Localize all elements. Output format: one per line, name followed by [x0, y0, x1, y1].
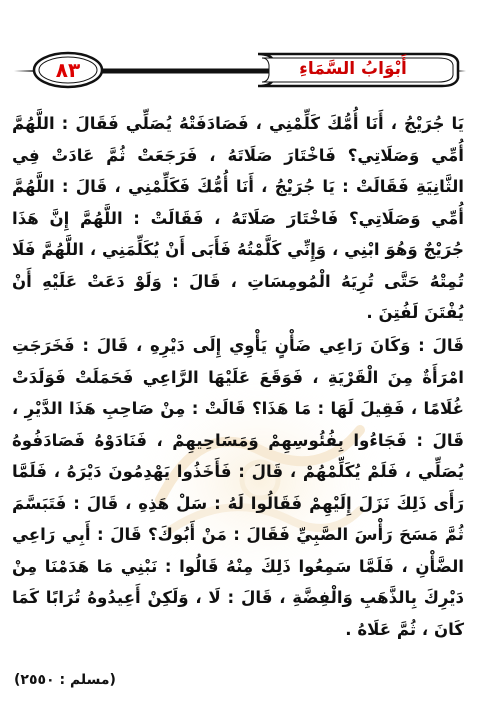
- page-number: ٨٣: [55, 58, 81, 82]
- paragraph-1-text: يَا جُرَيْجُ ، أَنَا أُمُّكَ كَلِّمْنِي ، فَصَادَفَتْهُ يُصَلِّي فَقَالَ : اللَّهُمَّ أُمِّي وَصَلَاتِي؟ فَاخْتَارَ صَلَاتَهُ ، فَرَجَعَتْ ثُمَّ عَادَتْ فِي الثَّانِيَةِ فَقَالَتْ : يَا جُرَيْجُ ، أَنَا أُمُّكَ فَكَلِّمْنِي ، قَالَ : اللَّهُمَّ أُمِّي وَصَلَاتِي؟ فَاخْتَارَ صَلَاتَهُ ، فَقَالَتْ : اللَّهُمَّ إِنَّ هَذَا جُرَيْجٌ وَهُوَ ابْنِي ، وَإِنِّي كَلَّمْتُهُ فَأَبَى أَنْ يُكَلِّمَنِي ، اللَّهُمَّ فَلَا تُمِتْهُ حَتَّى تُرِيَهُ الْمُومِسَاتِ ، قَالَ : وَلَوْ دَعَتْ عَلَيْهِ أَنْ يُفْتَنَ لَفُتِنَ .: [12, 114, 464, 322]
- paragraph-2-text: قَالَ : وَكَانَ رَاعِي ضَأْنٍ يَأْوِي إِلَى دَيْرِهِ ، قَالَ : فَخَرَجَتِ امْرَأَةٌ مِنَ الْقَرْيَةِ ، فَوَقَعَ عَلَيْهَا الرَّاعِي فَحَمَلَتْ فَوَلَدَتْ غُلَامًا ، فَقِيلَ لَهَا : مَا هَذَا؟ قَالَتْ : مِنْ صَاحِبِ هَذَا الدَّيْرِ ، قَالَ : فَجَاءُوا بِفُئُوسِهِمْ وَمَسَاحِيهِمْ ، فَنَادَوْهُ فَصَادَفُوهُ يُصَلِّي ، فَلَمْ يُكَلِّمْهُمْ ، قَالَ : فَأَخَذُوا يَهْدِمُونَ دَيْرَهُ ، فَلَمَّا رَأَى ذَلِكَ نَزَلَ إِلَيْهِمْ فَقَالُوا لَهُ : سَلْ هَذِهِ ، قَالَ : فَتَبَسَّمَ ثُمَّ مَسَحَ رَأْسَ الصَّبِيِّ فَقَالَ : مَنْ أَبُوكَ؟ قَالَ : أَبِي رَاعِي الضَّأْنِ ، فَلَمَّا سَمِعُوا ذَلِكَ مِنْهُ قَالُوا : نَبْنِي مَا هَدَمْنَا مِنْ دَيْرِكَ بِالذَّهَبِ وَالْفِضَّةِ ، قَالَ : لَا ، وَلَكِنْ أَعِيدُوهُ تُرَابًا كَمَا كَانَ ، ثُمَّ عَلَاهُ .: [12, 336, 464, 639]
- paragraph-2: [12, 330, 464, 645]
- book-title: أَبْوَابُ السَّمَاءِ: [299, 59, 407, 79]
- hadith-reference: (مسلم : ٢٥٥٠): [14, 672, 116, 688]
- page-header: [12, 50, 468, 92]
- paragraph-1: [12, 108, 464, 329]
